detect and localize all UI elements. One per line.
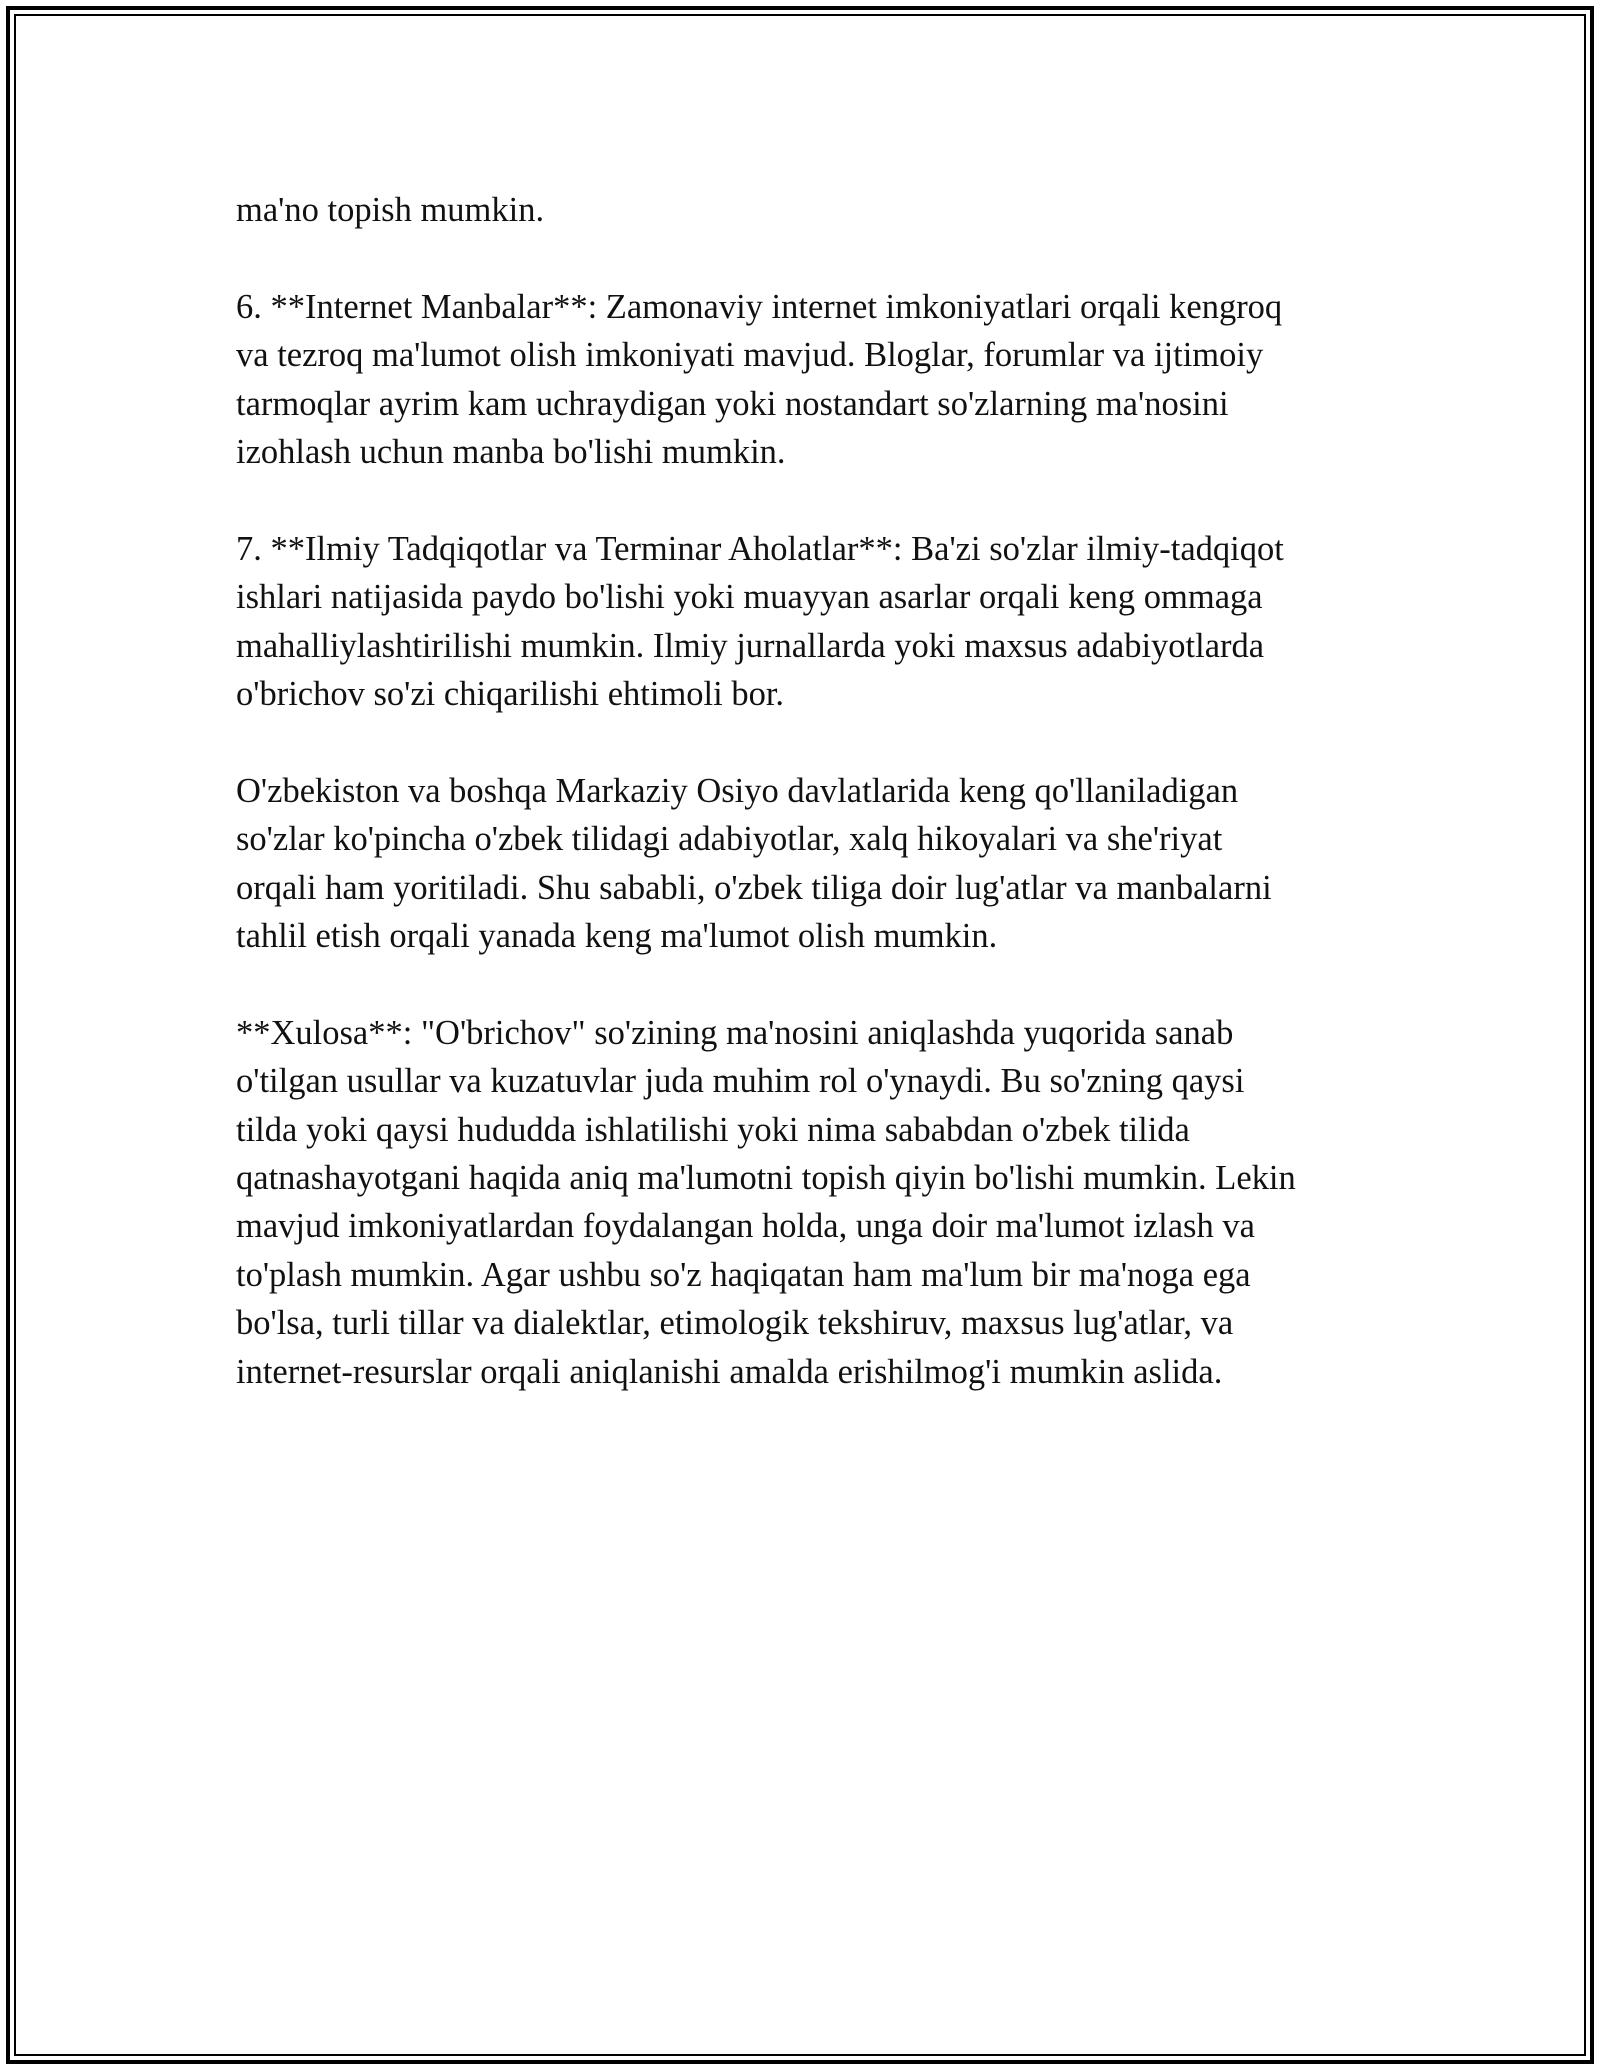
- paragraph-internet-sources: [236, 283, 1376, 477]
- text-line: orqali ham yoritiladi. Shu sababli, o'zbek tiliga doir lug'atlar va manbalarni: [236, 868, 1272, 907]
- text-line: tahlil etish orqali yanada keng ma'lumot olish mumkin.: [236, 917, 998, 956]
- text-line: **Xulosa**: "O'brichov" so'zining ma'nosini aniqlashda yuqorida sanab: [236, 1013, 1234, 1052]
- text-line: qatnashayotgani haqida aniq ma'lumotni topish qiyin bo'lishi mumkin. Lekin: [236, 1159, 1296, 1198]
- text-line: internet-resurslar orqali aniqlanishi amalda erishilmog'i mumkin aslida.: [236, 1352, 1223, 1391]
- text-line: mavjud imkoniyatlardan foydalangan holda, unga doir ma'lumot izlash va: [236, 1207, 1255, 1246]
- text-line: tilda yoki qaysi hududda ishlatilishi yoki nima sababdan o'zbek tilida: [236, 1110, 1190, 1149]
- text-line: 7. **Ilmiy Tadqiqotlar va Terminar Aholatlar**: Ba'zi so'zlar ilmiy-tadqiqot: [236, 529, 1284, 568]
- text-line: O'zbekiston va boshqa Markaziy Osiyo davlatlarida keng qo'llaniladigan: [236, 771, 1239, 810]
- text-line: ishlari natijasida paydo bo'lishi yoki muayyan asarlar orqali keng ommaga: [236, 578, 1263, 617]
- text-line: to'plash mumkin. Agar ushbu so'z haqiqatan ham ma'lum bir ma'noga ega: [236, 1255, 1251, 1294]
- paragraph-scientific-research: [236, 525, 1376, 719]
- document-body: [236, 186, 1376, 1444]
- text-line: izohlash uchun manba bo'lishi mumkin.: [236, 433, 786, 472]
- text-line: o'tilgan usullar va kuzatuvlar juda muhim rol o'ynaydi. Bu so'zning qaysi: [236, 1062, 1245, 1101]
- text-line: bo'lsa, turli tillar va dialektlar, etimologik tekshiruv, maxsus lug'atlar, va: [236, 1304, 1234, 1343]
- paragraph-conclusion: [236, 1009, 1376, 1396]
- paragraph-central-asia: [236, 767, 1376, 961]
- text-line: mahalliylashtirilishi mumkin. Ilmiy jurnallarda yoki maxsus adabiyotlarda: [236, 626, 1265, 665]
- text-line: so'zlar ko'pincha o'zbek tilidagi adabiyotlar, xalq hikoyalari va she'riyat: [236, 820, 1223, 859]
- paragraph-continuation: [236, 186, 1376, 234]
- text-line: o'brichov so'zi chiqarilishi ehtimoli bor.: [236, 675, 785, 714]
- text-line: ma'no topish mumkin.: [236, 191, 545, 229]
- text-line: 6. **Internet Manbalar**: Zamonaviy internet imkoniyatlari orqali kengroq: [236, 287, 1283, 326]
- text-line: va tezroq ma'lumot olish imkoniyati mavjud. Bloglar, forumlar va ijtimoiy: [236, 336, 1264, 375]
- text-line: tarmoqlar ayrim kam uchraydigan yoki nostandart so'zlarning ma'nosini: [236, 384, 1229, 423]
